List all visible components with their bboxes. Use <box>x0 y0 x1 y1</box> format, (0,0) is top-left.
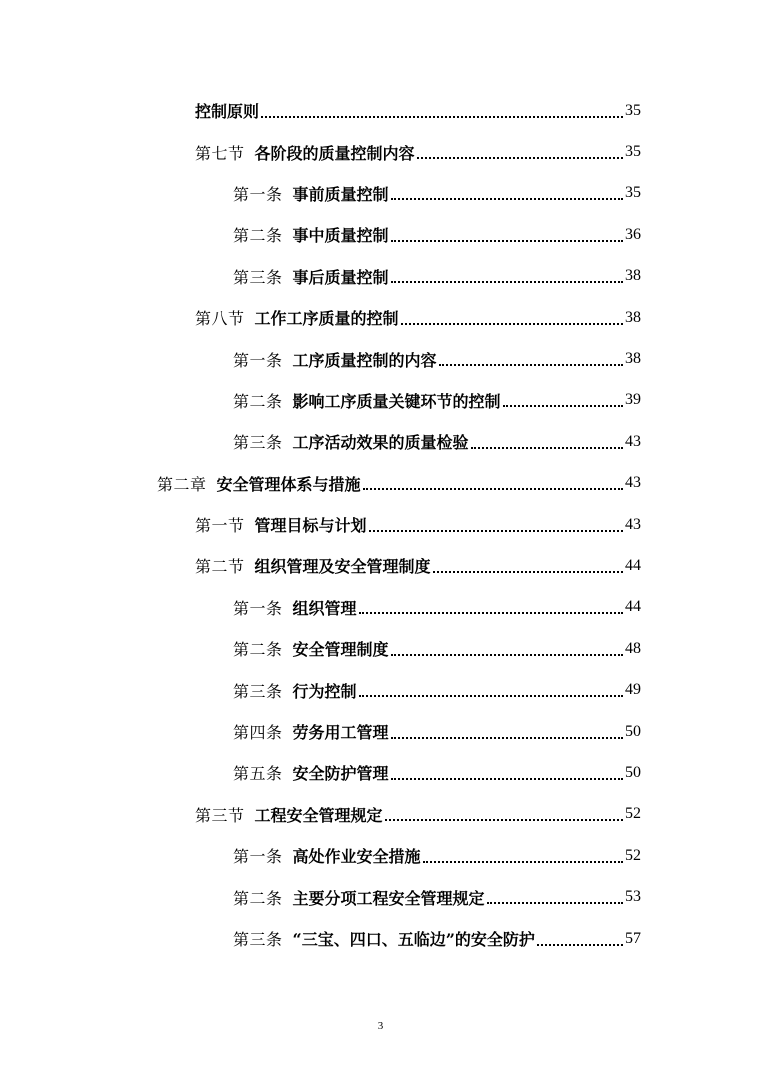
table-of-contents <box>0 90 761 959</box>
toc-entry-title: 工程安全管理规定 <box>254 805 383 825</box>
toc-entry-title: “三宝、四口、五临边”的安全防护 <box>292 930 535 949</box>
toc-entry-number: 第五条 <box>233 764 283 784</box>
toc-entry-page: 49 <box>625 681 641 699</box>
toc-entry[interactable] <box>0 669 761 710</box>
dot-leader <box>385 803 623 821</box>
toc-entry-number: 第一条 <box>233 847 283 867</box>
dot-leader <box>261 100 623 118</box>
toc-entry-number: 第二条 <box>233 640 283 660</box>
toc-entry-title: 事前质量控制 <box>292 184 389 204</box>
toc-entry-title: 影响工序质量关键环节的控制 <box>292 391 501 411</box>
toc-entry-page: 52 <box>625 805 641 823</box>
toc-entry[interactable] <box>0 463 761 504</box>
dot-leader <box>391 265 623 283</box>
toc-entry-page: 35 <box>625 101 641 119</box>
toc-entry[interactable] <box>0 628 761 669</box>
toc-entry-page: 44 <box>625 598 641 616</box>
toc-entry-page: 43 <box>625 474 641 492</box>
dot-leader <box>391 762 623 780</box>
toc-entry[interactable] <box>0 90 761 131</box>
toc-entry-page: 53 <box>625 888 641 906</box>
toc-entry-title: 事后质量控制 <box>292 267 389 287</box>
dot-leader <box>391 224 623 242</box>
dot-leader <box>369 514 623 532</box>
toc-entry[interactable] <box>0 173 761 214</box>
toc-entry-page: 38 <box>625 350 641 368</box>
toc-entry-title: 安全管理制度 <box>292 640 389 660</box>
toc-entry-title: 高处作业安全措施 <box>292 847 421 867</box>
dot-leader <box>417 141 623 159</box>
toc-entry-number: 第一条 <box>233 184 283 204</box>
toc-entry-title: 工序质量控制的内容 <box>292 350 437 370</box>
toc-entry-number: 第一条 <box>233 598 283 618</box>
dot-leader <box>487 886 623 904</box>
toc-entry-number: 第二条 <box>233 226 283 246</box>
toc-entry[interactable] <box>0 297 761 338</box>
dot-leader <box>471 431 623 449</box>
toc-entry-title: 工序活动效果的质量检验 <box>292 433 469 453</box>
toc-entry-title: 管理目标与计划 <box>254 516 367 536</box>
toc-entry-title: 安全管理体系与措施 <box>216 474 361 494</box>
toc-entry[interactable] <box>0 711 761 752</box>
toc-entry-number: 第二条 <box>233 391 283 411</box>
toc-entry-number: 第二节 <box>195 557 245 577</box>
toc-entry-page: 35 <box>625 184 641 202</box>
toc-entry-title: 主要分项工程安全管理规定 <box>292 888 485 908</box>
dot-leader <box>503 389 623 407</box>
toc-entry-page: 48 <box>625 639 641 657</box>
toc-entry-number: 第七节 <box>195 143 245 163</box>
toc-entry-number: 第一条 <box>233 350 283 370</box>
toc-entry-title: 各阶段的质量控制内容 <box>254 143 415 163</box>
toc-entry-title: 劳务用工管理 <box>292 723 389 743</box>
toc-entry-page: 38 <box>625 308 641 326</box>
dot-leader <box>433 555 623 573</box>
toc-entry-page: 52 <box>625 846 641 864</box>
dot-leader <box>439 348 623 366</box>
dot-leader <box>363 472 623 490</box>
toc-entry-page: 43 <box>625 432 641 450</box>
toc-entry[interactable] <box>0 380 761 421</box>
toc-entry[interactable] <box>0 918 761 959</box>
toc-entry[interactable] <box>0 256 761 297</box>
dot-leader <box>537 928 623 946</box>
toc-entry-page: 39 <box>625 391 641 409</box>
toc-entry-title: 行为控制 <box>292 681 357 701</box>
toc-entry-number: 第三节 <box>195 805 245 825</box>
toc-entry[interactable] <box>0 504 761 545</box>
dot-leader <box>391 638 623 656</box>
toc-entry-title: 安全防护管理 <box>292 764 389 784</box>
toc-entry-number: 第二章 <box>157 474 207 494</box>
toc-entry-page: 43 <box>625 515 641 533</box>
toc-entry[interactable] <box>0 131 761 172</box>
toc-entry[interactable] <box>0 338 761 379</box>
toc-entry-title: 组织管理及安全管理制度 <box>254 557 431 577</box>
toc-entry-number: 第八节 <box>195 309 245 329</box>
toc-entry[interactable] <box>0 794 761 835</box>
toc-entry-title: 事中质量控制 <box>292 226 389 246</box>
toc-entry-page: 44 <box>625 556 641 574</box>
toc-entry-title: 工作工序质量的控制 <box>254 309 399 329</box>
toc-entry[interactable] <box>0 545 761 586</box>
toc-entry-title: 控制原则 <box>195 102 260 122</box>
dot-leader <box>391 182 623 200</box>
toc-entry[interactable] <box>0 835 761 876</box>
toc-entry-page: 38 <box>625 267 641 285</box>
toc-entry-title: 组织管理 <box>292 598 357 618</box>
toc-entry-number: 第一节 <box>195 516 245 536</box>
toc-entry-page: 50 <box>625 763 641 781</box>
toc-entry[interactable] <box>0 214 761 255</box>
toc-entry-page: 57 <box>625 929 641 947</box>
toc-entry[interactable] <box>0 587 761 628</box>
dot-leader <box>401 307 623 325</box>
toc-entry[interactable] <box>0 421 761 462</box>
dot-leader <box>359 596 623 614</box>
page-number: 3 <box>377 1020 384 1032</box>
toc-entry[interactable] <box>0 876 761 917</box>
toc-entry[interactable] <box>0 752 761 793</box>
toc-entry-page: 36 <box>625 225 641 243</box>
dot-leader <box>359 679 623 697</box>
toc-entry-number: 第三条 <box>233 681 283 701</box>
toc-entry-number: 第三条 <box>233 930 283 949</box>
toc-entry-number: 第四条 <box>233 723 283 743</box>
dot-leader <box>423 845 623 863</box>
dot-leader <box>391 721 623 739</box>
toc-entry-number: 第三条 <box>233 267 283 287</box>
toc-entry-page: 50 <box>625 722 641 740</box>
toc-entry-number: 第二条 <box>233 888 283 908</box>
toc-entry-number: 第三条 <box>233 433 283 453</box>
toc-entry-page: 35 <box>625 143 641 161</box>
